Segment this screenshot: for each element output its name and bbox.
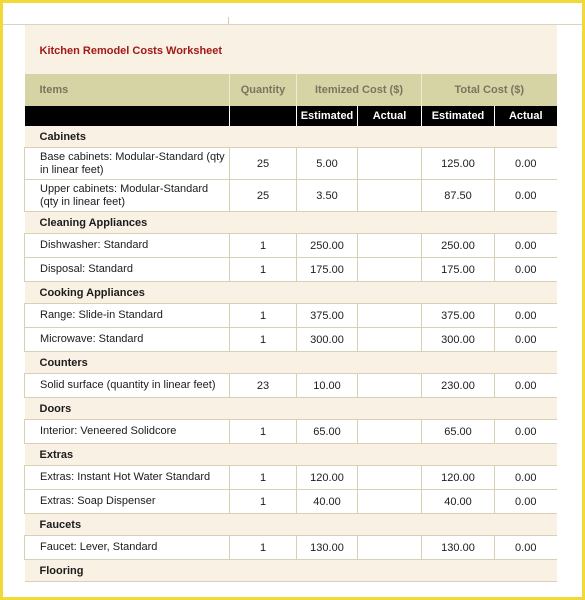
total-estimated-cell: 125.00	[422, 148, 495, 180]
worksheet-title: Kitchen Remodel Costs Worksheet	[25, 25, 557, 74]
item-name-cell: Faucet: Lever, Standard	[25, 536, 230, 560]
category-label: Faucets	[25, 514, 557, 536]
item-name-cell: Range: Slide-in Standard	[25, 304, 230, 328]
quantity-cell: 1	[230, 490, 297, 514]
subheader-row	[25, 106, 557, 126]
itemized-actual-cell	[358, 328, 422, 352]
itemized-actual-cell	[358, 148, 422, 180]
itemized-actual-cell	[358, 304, 422, 328]
itemized-actual-cell	[358, 536, 422, 560]
total-actual-cell: 0.00	[495, 328, 557, 352]
itemized-estimated-cell: 175.00	[297, 258, 358, 282]
item-name-cell: Extras: Instant Hot Water Standard	[25, 466, 230, 490]
category-label: Cabinets	[25, 126, 557, 148]
itemized-estimated-cell: 3.50	[297, 180, 358, 212]
itemized-actual-cell	[358, 234, 422, 258]
worksheet-page	[3, 3, 582, 597]
quantity-cell: 1	[230, 258, 297, 282]
quantity-cell: 25	[230, 148, 297, 180]
category-label: Cleaning Appliances	[25, 212, 557, 234]
header-quantity: Quantity	[230, 74, 297, 106]
itemized-estimated-cell: 10.00	[297, 374, 358, 398]
total-estimated-cell: 300.00	[422, 328, 495, 352]
quantity-cell: 1	[230, 420, 297, 444]
subheader-itemized-estimated: Estimated	[297, 106, 358, 126]
itemized-actual-cell	[358, 258, 422, 282]
table-row	[25, 258, 557, 282]
worksheet-container	[24, 25, 556, 582]
item-name-cell: Microwave: Standard	[25, 328, 230, 352]
table-row	[25, 536, 557, 560]
category-row	[25, 282, 557, 304]
header-items: Items	[25, 74, 230, 106]
total-estimated-cell: 65.00	[422, 420, 495, 444]
quantity-cell: 1	[230, 536, 297, 560]
header-itemized-cost: Itemized Cost ($)	[297, 74, 422, 106]
table-row	[25, 328, 557, 352]
total-estimated-cell: 40.00	[422, 490, 495, 514]
subheader-blank	[25, 106, 230, 126]
total-estimated-cell: 130.00	[422, 536, 495, 560]
itemized-estimated-cell: 375.00	[297, 304, 358, 328]
item-name-cell: Upper cabinets: Modular-Standard (qty in linear feet)	[25, 180, 230, 212]
category-row	[25, 126, 557, 148]
category-row	[25, 212, 557, 234]
table-row	[25, 374, 557, 398]
table-row	[25, 180, 557, 212]
item-name-cell: Dishwasher: Standard	[25, 234, 230, 258]
item-name-cell: Base cabinets: Modular-Standard (qty in linear feet)	[25, 148, 230, 180]
category-row	[25, 352, 557, 374]
total-actual-cell: 0.00	[495, 304, 557, 328]
quantity-cell: 1	[230, 466, 297, 490]
total-estimated-cell: 87.50	[422, 180, 495, 212]
total-estimated-cell: 375.00	[422, 304, 495, 328]
item-name-cell: Disposal: Standard	[25, 258, 230, 282]
category-label: Cooking Appliances	[25, 282, 557, 304]
category-label: Flooring	[25, 560, 557, 582]
itemized-estimated-cell: 40.00	[297, 490, 358, 514]
total-estimated-cell: 120.00	[422, 466, 495, 490]
total-actual-cell: 0.00	[495, 536, 557, 560]
subheader-total-estimated: Estimated	[422, 106, 495, 126]
total-actual-cell: 0.00	[495, 148, 557, 180]
quantity-cell: 23	[230, 374, 297, 398]
header-row	[25, 74, 557, 106]
total-actual-cell: 0.00	[495, 466, 557, 490]
itemized-actual-cell	[358, 466, 422, 490]
table-row	[25, 304, 557, 328]
itemized-estimated-cell: 300.00	[297, 328, 358, 352]
item-name-cell: Extras: Soap Dispenser	[25, 490, 230, 514]
itemized-actual-cell	[358, 490, 422, 514]
quantity-cell: 1	[230, 304, 297, 328]
quantity-cell: 25	[230, 180, 297, 212]
category-row	[25, 514, 557, 536]
category-row	[25, 444, 557, 466]
total-actual-cell: 0.00	[495, 234, 557, 258]
category-row	[25, 398, 557, 420]
subheader-itemized-actual: Actual	[358, 106, 422, 126]
total-actual-cell: 0.00	[495, 180, 557, 212]
category-row	[25, 560, 557, 582]
itemized-actual-cell	[358, 374, 422, 398]
header-total-cost: Total Cost ($)	[422, 74, 557, 106]
table-row	[25, 420, 557, 444]
itemized-estimated-cell: 65.00	[297, 420, 358, 444]
category-label: Counters	[25, 352, 557, 374]
top-column-stub	[228, 17, 229, 25]
table-row	[25, 490, 557, 514]
itemized-estimated-cell: 120.00	[297, 466, 358, 490]
total-actual-cell: 0.00	[495, 420, 557, 444]
itemized-estimated-cell: 130.00	[297, 536, 358, 560]
item-name-cell: Solid surface (quantity in linear feet)	[25, 374, 230, 398]
total-actual-cell: 0.00	[495, 490, 557, 514]
table-row	[25, 148, 557, 180]
item-name-cell: Interior: Veneered Solidcore	[25, 420, 230, 444]
total-actual-cell: 0.00	[495, 374, 557, 398]
category-label: Doors	[25, 398, 557, 420]
table-row	[25, 466, 557, 490]
itemized-estimated-cell: 250.00	[297, 234, 358, 258]
cost-table	[24, 25, 557, 582]
table-row	[25, 234, 557, 258]
quantity-cell: 1	[230, 328, 297, 352]
itemized-actual-cell	[358, 180, 422, 212]
title-row	[25, 25, 557, 74]
itemized-estimated-cell: 5.00	[297, 148, 358, 180]
subheader-total-actual: Actual	[495, 106, 557, 126]
total-actual-cell: 0.00	[495, 258, 557, 282]
total-estimated-cell: 230.00	[422, 374, 495, 398]
itemized-actual-cell	[358, 420, 422, 444]
total-estimated-cell: 250.00	[422, 234, 495, 258]
quantity-cell: 1	[230, 234, 297, 258]
subheader-blank	[230, 106, 297, 126]
category-label: Extras	[25, 444, 557, 466]
total-estimated-cell: 175.00	[422, 258, 495, 282]
